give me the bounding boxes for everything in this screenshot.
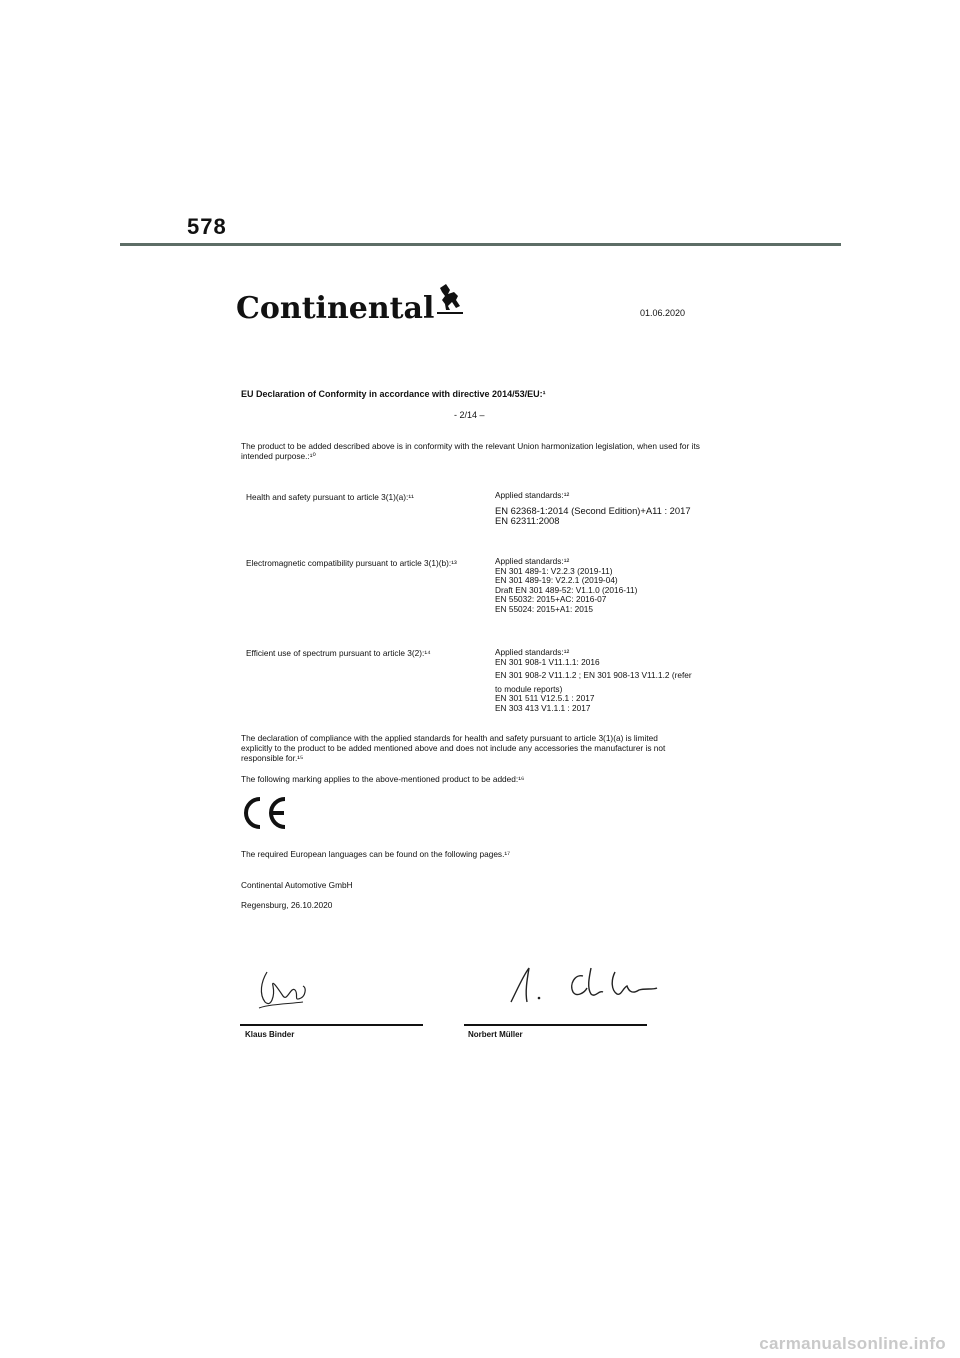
standards-emc	[495, 557, 735, 615]
requirement-emc: Electromagnetic compatibility pursuant to article 3(1)(b):¹³	[246, 558, 457, 568]
conformity-intro	[241, 441, 741, 461]
header-rule	[120, 243, 841, 246]
standard-item: EN 301 908-2 V11.1.2 ; EN 301 908-13 V11.1.2 (refer	[495, 670, 692, 681]
compliance-line: The declaration of compliance with the applied standards for health and safety pursuant to article 3(1)(a) is limited	[241, 733, 658, 743]
languages-statement: The required European languages can be found on the following pages.¹⁷	[241, 849, 511, 859]
page-number: 578	[187, 214, 227, 239]
continental-logo	[236, 282, 464, 324]
compliance-statement	[241, 733, 761, 763]
compliance-line: responsible for.¹⁵	[241, 753, 304, 763]
ce-mark-icon	[241, 795, 289, 836]
standard-item: EN 62368-1:2014 (Second Edition)+A11 : 2017	[495, 504, 691, 516]
signature-norbert-mueller	[505, 962, 665, 1013]
standard-item: EN 55024: 2015+A1: 2015	[495, 603, 594, 614]
company-name: Continental Automotive GmbH	[241, 880, 353, 890]
page-indicator: - 2/14 –	[454, 410, 485, 420]
standard-item: EN 301 908-1 V11.1.1: 2016	[495, 656, 600, 667]
place-and-date: Regensburg, 26.10.2020	[241, 900, 333, 910]
standard-item: EN 301 511 V12.5.1 : 2017	[495, 693, 595, 704]
logo-wordmark: Continental	[236, 291, 435, 326]
standards-heading: Applied standards:¹²	[495, 647, 570, 657]
signature-klaus-binder	[253, 968, 313, 1021]
intro-line: The product to be added described above is in conformity with the relevant Union harmonization legislation, when used for its	[241, 441, 700, 451]
marking-statement: The following marking applies to the above-mentioned product to be added:¹⁶	[241, 774, 525, 784]
requirement-health-safety: Health and safety pursuant to article 3(1)(a):¹¹	[246, 492, 414, 502]
signature-line	[240, 1024, 423, 1026]
standards-health-safety	[495, 491, 735, 527]
standard-item: to module reports)	[495, 683, 563, 694]
signatory-name: Norbert Müller	[468, 1030, 523, 1039]
standard-item: EN 301 489-1: V2.2.3 (2019-11)	[495, 565, 613, 576]
standard-item: EN 62311:2008	[495, 515, 560, 527]
standard-item: EN 55032: 2015+AC: 2016-07	[495, 594, 607, 605]
intro-line: intended purpose.:¹⁰	[241, 451, 316, 461]
standards-spectrum	[495, 648, 735, 714]
document-title: EU Declaration of Conformity in accordance with directive 2014/53/EU:¹	[241, 389, 546, 399]
signatory-name: Klaus Binder	[245, 1030, 295, 1039]
issue-date: 01.06.2020	[640, 308, 686, 318]
standards-heading: Applied standards:¹²	[495, 556, 570, 566]
site-watermark: carmanualsonline.info	[759, 1334, 946, 1353]
standard-item: EN 303 413 V1.1.1 : 2017	[495, 702, 591, 713]
horse-icon	[436, 282, 464, 324]
standards-heading: Applied standards:¹²	[495, 490, 570, 500]
requirement-spectrum: Efficient use of spectrum pursuant to article 3(2):¹⁴	[246, 648, 431, 658]
compliance-line: explicitly to the product to be added mentioned above and does not include any accessories the manufacturer is not	[241, 743, 666, 753]
signature-line	[464, 1024, 647, 1026]
standard-item: EN 301 489-19: V2.2.1 (2019-04)	[495, 575, 618, 586]
standard-item: Draft EN 301 489-52: V1.1.0 (2016-11)	[495, 584, 638, 595]
